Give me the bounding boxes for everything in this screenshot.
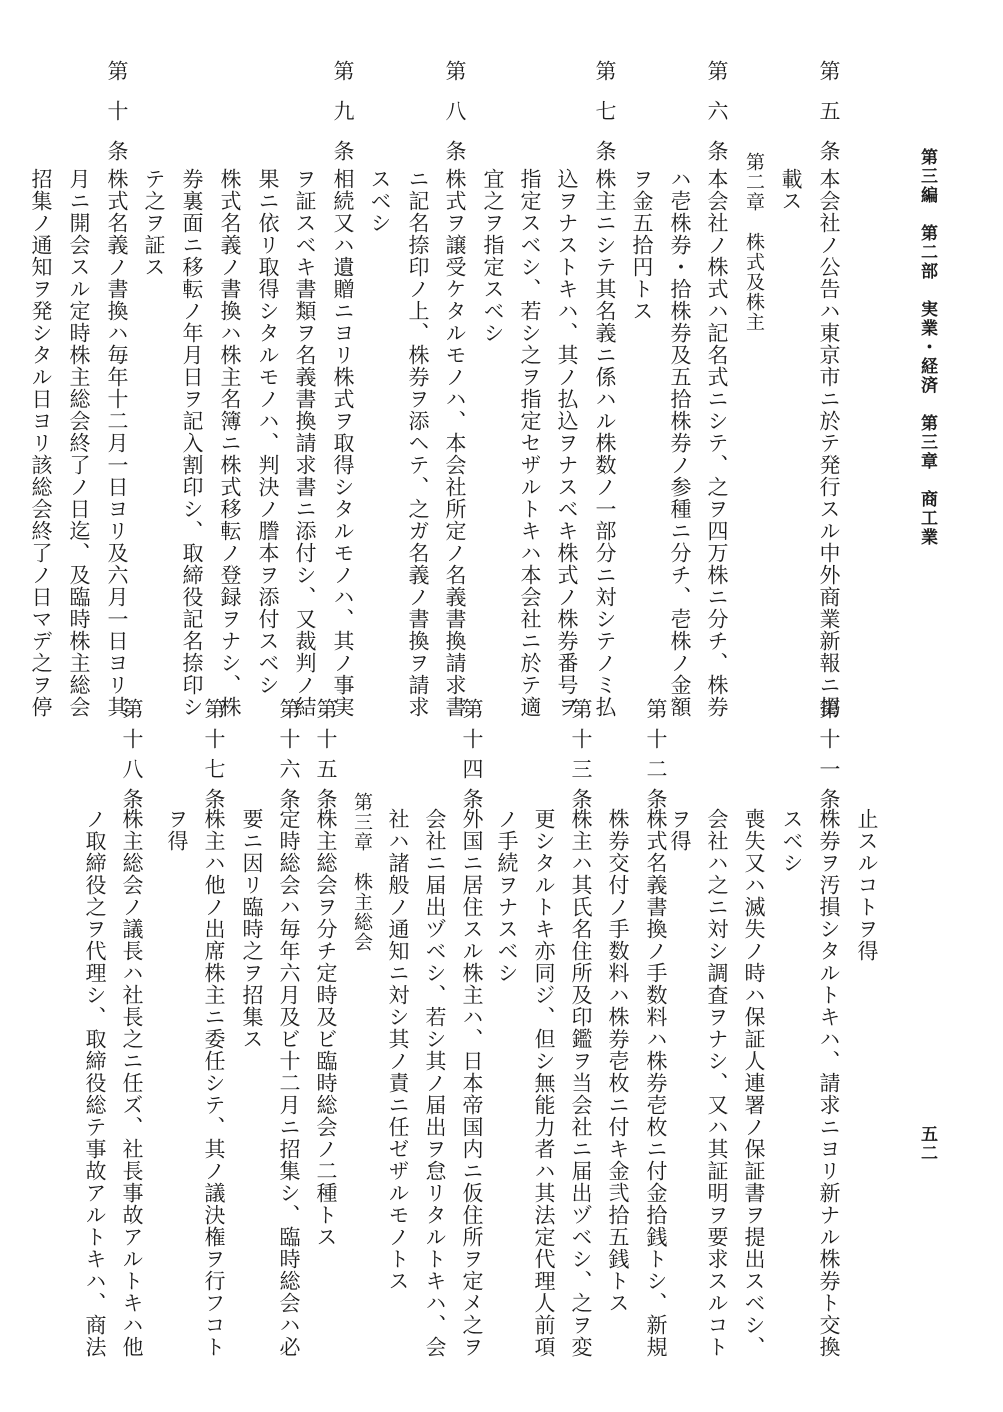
article-5-line-1: 本会社ノ公告ハ東京市ニ於テ発行スル中外商業新報ニ掲 — [817, 168, 841, 718]
article-label-9: 第九条 — [331, 60, 355, 180]
article-7-line-2: 込ヲナストキハ、其ノ払込ヲナスベキ株式ノ株券番号ヲ — [555, 168, 579, 718]
article-13-line-2: 更シタルトキ亦同ジ、但シ無能力者ハ其法定代理人前項 — [532, 808, 556, 1358]
article-10-line-6: 招集ノ通知ヲ発シタル日ヨリ該総会終了ノ日マデ之ヲ停 — [29, 168, 53, 718]
article-11-line-1: 株券ヲ汚損シタルトキハ、請求ニヨリ新ナル株券ト交換 — [817, 808, 841, 1358]
article-14-line-1: 外国ニ居住スル株主ハ、日本帝国内ニ仮住所ヲ定メ之ヲ — [460, 808, 484, 1358]
article-label-15: 第十五条 — [314, 698, 338, 818]
article-label-17: 第十七条 — [202, 698, 226, 818]
article-14-line-2: 会社ニ届出ヅベシ、若シ其ノ届出ヲ怠リタルトキハ、会 — [423, 808, 447, 1358]
chapter-2-heading: 第二章 株式及株主 — [743, 152, 765, 332]
article-label-14: 第十四条 — [460, 698, 484, 818]
article-13-line-3: ノ手続ヲナスベシ — [495, 808, 519, 984]
article-label-16: 第十六条 — [277, 698, 301, 818]
article-11-line-2: スベシ — [780, 808, 804, 874]
article-14-line-3: 社ハ諸般ノ通知ニ対シ其ノ責ニ任ゼザルモノトス — [386, 808, 410, 1292]
article-8-line-3: スベシ — [368, 168, 392, 234]
article-16-line-1: 定時総会ハ毎年六月及ビ十二月ニ招集シ、臨時総会ハ必 — [277, 808, 301, 1358]
article-10-line-7: 止スルコトヲ得 — [855, 808, 879, 962]
article-label-13: 第十三条 — [569, 698, 593, 818]
article-7-line-3: 指定スベシ、若シ之ヲ指定セザルトキハ本会社ニ於テ適 — [518, 168, 542, 718]
article-8-line-2: ニ記名捺印ノ上、株券ヲ添ヘテ、之ガ名義ノ書換ヲ請求 — [406, 168, 430, 718]
article-10-line-2: 券裏面ニ移転ノ年月日ヲ記入割印シ、取締役記名捺印シ — [180, 168, 204, 718]
article-10-line-5: 月ニ開会スル定時株主総会終了ノ日迄、及臨時株主総会 — [67, 168, 91, 718]
article-6-line-2: ハ壱株券・拾株券及五拾株券ノ参種ニ分チ、壱株ノ金額 — [668, 168, 692, 718]
article-9-line-2: ヲ証スベキ書類ヲ名義書換請求書ニ添付シ、又裁判ノ結 — [293, 168, 317, 718]
article-17-line-1: 株主ハ他ノ出席株主ニ委任シテ、其ノ議決権ヲ行フコト — [202, 808, 226, 1358]
article-10-line-1: 株式名義ノ書換ハ株主名簿ニ株式移転ノ登録ヲナシ、株 — [218, 168, 242, 718]
article-label-6: 第六条 — [705, 60, 729, 180]
article-label-11: 第十一条 — [817, 698, 841, 818]
article-7-line-1: 株主ニシテ其名義ニ係ハル株数ノ一部分ニ対シテノミ払 — [593, 168, 617, 718]
article-label-10: 第十条 — [105, 60, 129, 180]
article-7-line-4: 宜之ヲ指定スベシ — [481, 168, 505, 344]
article-11-line-5: ヲ得 — [668, 808, 692, 852]
article-13-line-1: 株主ハ其氏名住所及印鑑ヲ当会社ニ届出ヅベシ、之ヲ変 — [569, 808, 593, 1358]
article-12-line-1: 株式名義書換ノ手数料ハ株券壱枚ニ付金拾銭トシ、新規 — [644, 808, 668, 1358]
article-17-line-2: ヲ得 — [165, 808, 189, 852]
article-10-line-4: 株式名義ノ書換ハ毎年十二月一日ヨリ及六月一日ヨリ其 — [105, 168, 129, 718]
article-12-line-2: 株券交付ノ手数料ハ株券壱枚ニ付キ金弐拾五銭トス — [606, 808, 630, 1314]
article-6-line-1: 本会社ノ株式ハ記名式ニシテ、之ヲ四万株ニ分チ、株券 — [705, 168, 729, 718]
article-8-line-1: 株式ヲ譲受ケタルモノハ、本会社所定ノ名義書換請求書 — [443, 168, 467, 718]
article-label-18: 第十八条 — [120, 698, 144, 818]
article-5-line-2: 載ス — [779, 168, 803, 212]
article-label-12: 第十二条 — [644, 698, 668, 818]
article-10-line-3: テ之ヲ証ス — [142, 168, 166, 278]
article-15-line-1: 株主総会ヲ分チ定時及ビ臨時総会ノ二種トス — [314, 808, 338, 1248]
article-11-line-4: 会社ハ之ニ対シ調査ヲナシ、又ハ其証明ヲ要求スルコト — [705, 808, 729, 1358]
article-label-7: 第七条 — [593, 60, 617, 180]
article-9-line-3: 果ニ依リ取得シタルモノハ、判決ノ謄本ヲ添付スベシ — [256, 168, 280, 696]
article-18-line-1: 株主総会ノ議長ハ社長之ニ任ズ、社長事故アルトキハ他 — [120, 808, 144, 1358]
article-6-line-3: ヲ金五拾円トス — [630, 168, 654, 322]
running-header: 第三編 第二部 実業・経済 第三章 商工業 — [917, 148, 937, 547]
article-9-line-1: 相続又ハ遺贈ニヨリ株式ヲ取得シタルモノハ、其ノ事実 — [331, 168, 355, 718]
article-11-line-3: 喪失又ハ滅失ノ時ハ保証人連署ノ保証書ヲ提出スベシ、 — [742, 808, 766, 1358]
page-number: 五二 — [917, 1125, 937, 1163]
article-16-line-2: 要ニ因リ臨時之ヲ招集ス — [240, 808, 264, 1050]
article-label-5: 第五条 — [817, 60, 841, 180]
article-18-line-2: ノ取締役之ヲ代理シ、取締役総テ事故アルトキハ、商法 — [83, 808, 107, 1358]
article-label-8: 第八条 — [443, 60, 467, 180]
chapter-3-heading: 第三章 株主総会 — [351, 792, 373, 952]
